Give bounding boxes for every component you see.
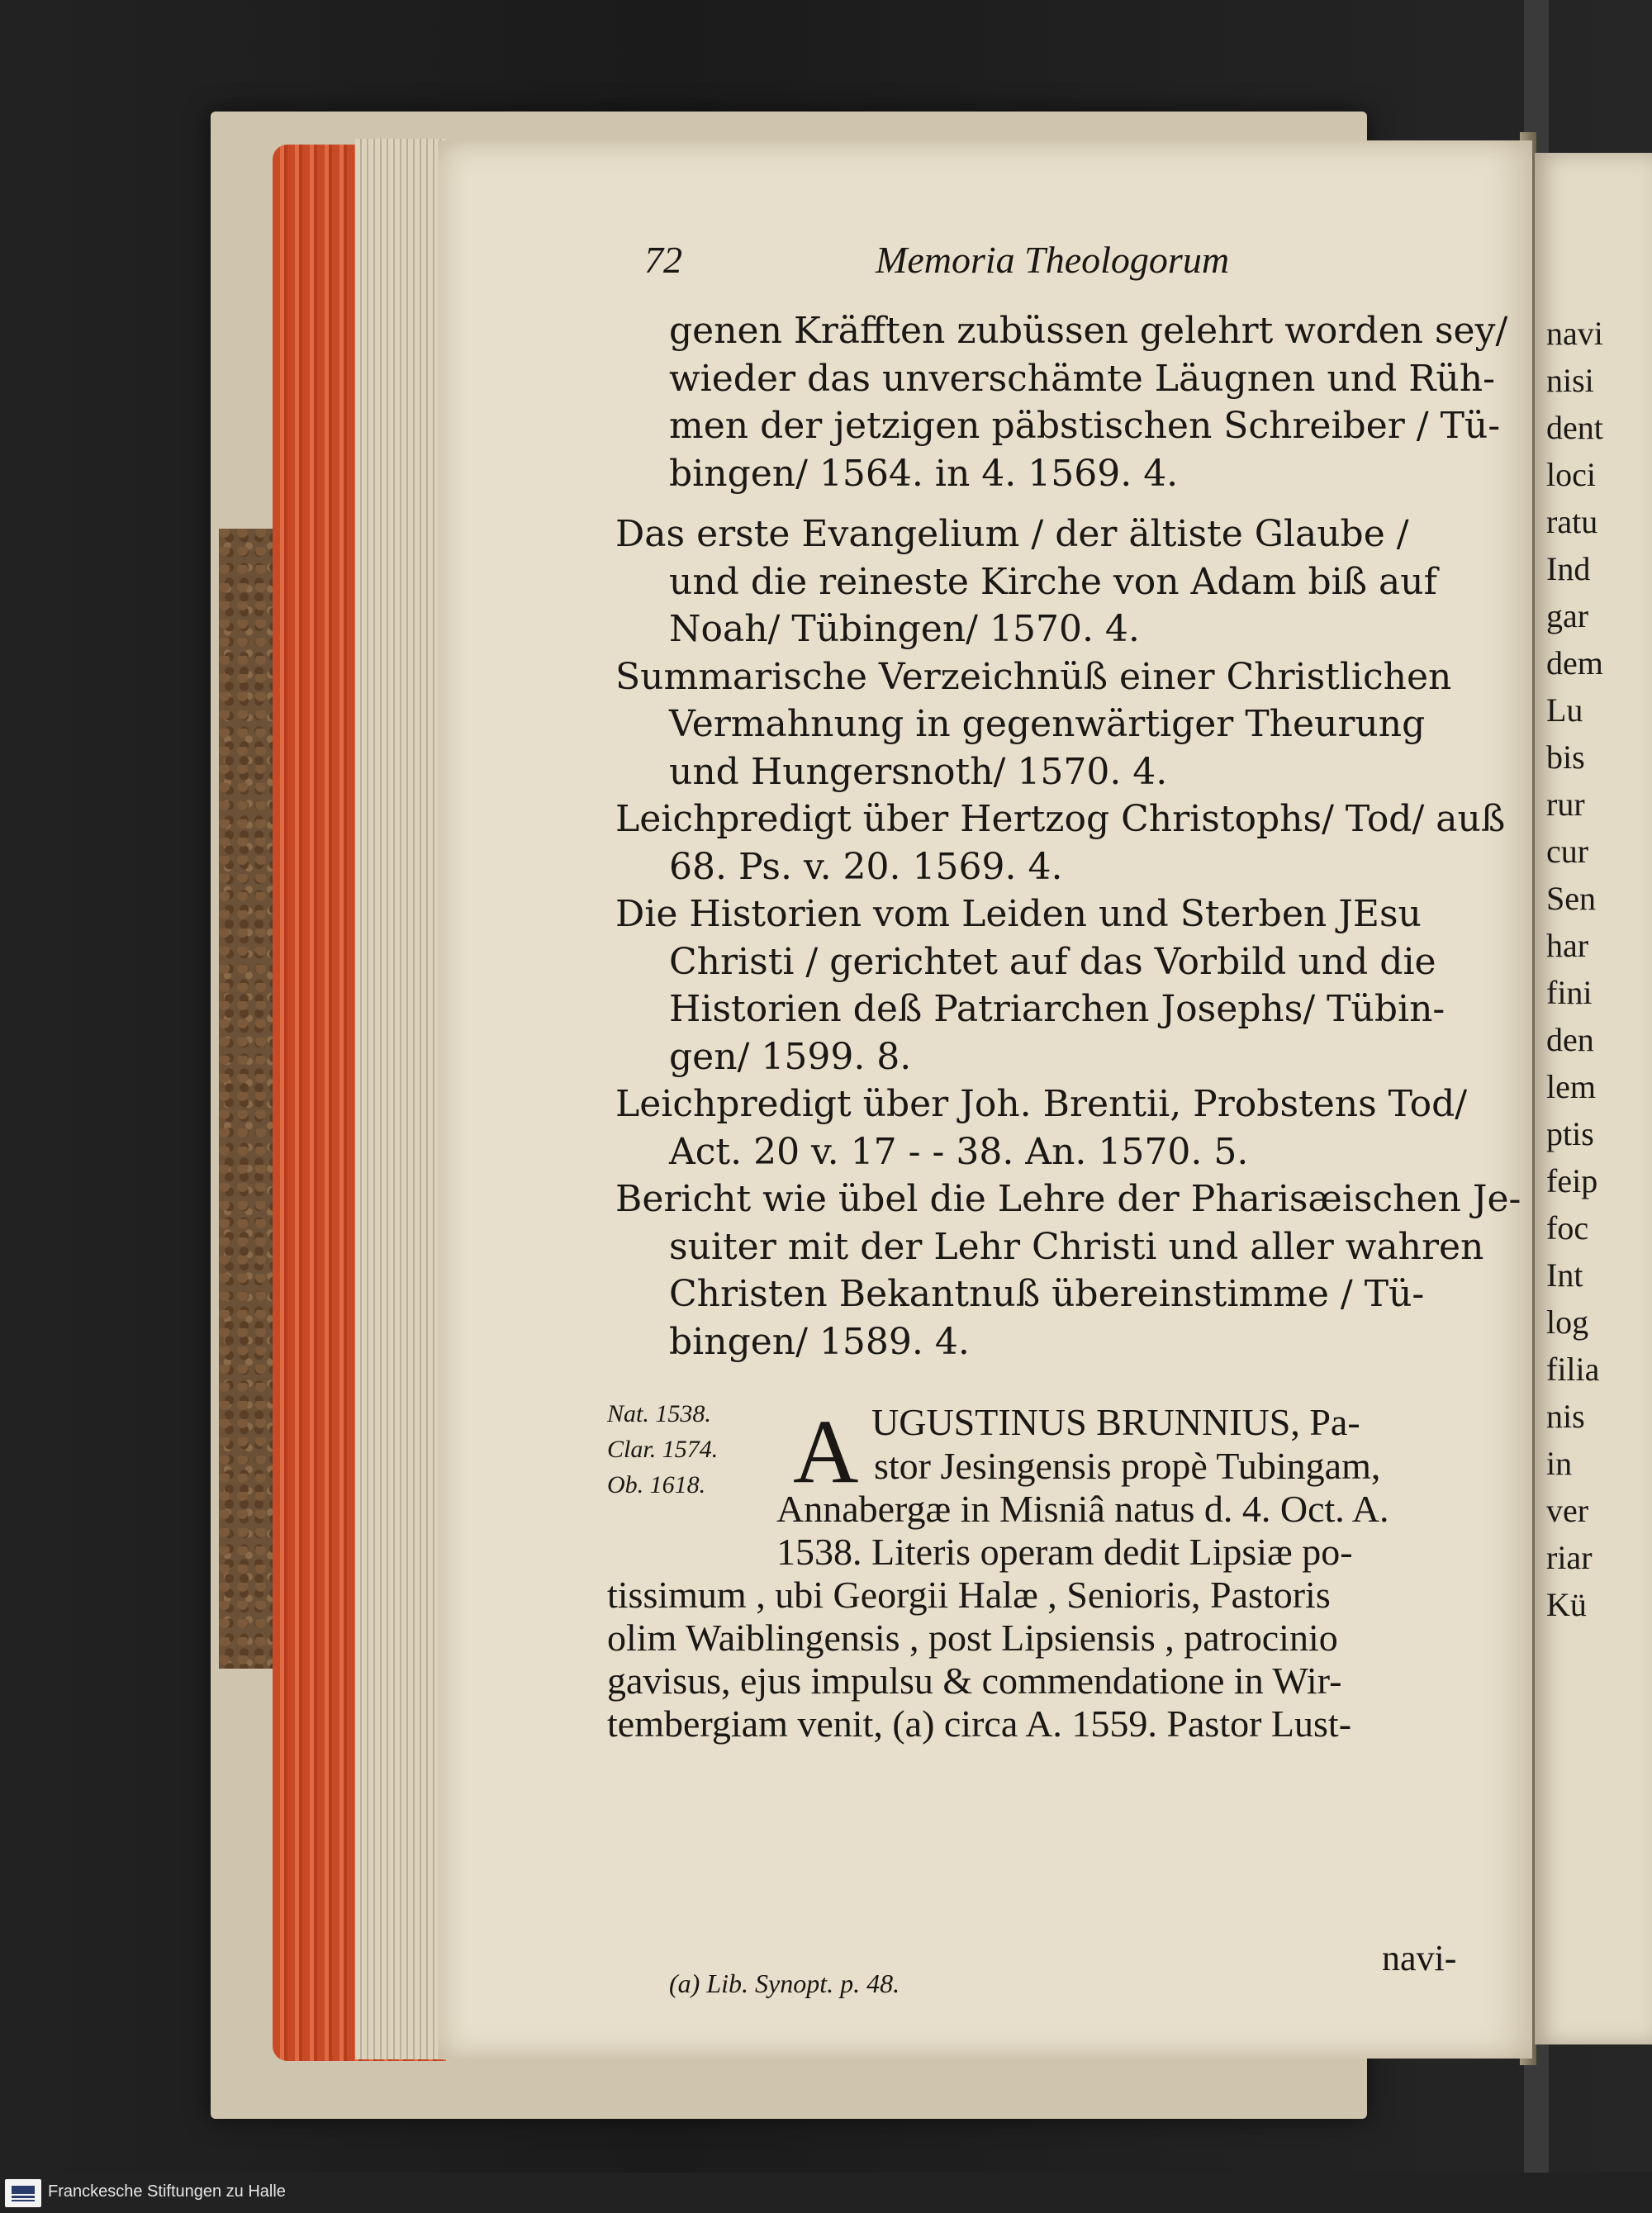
biography-line: UGUSTINUS BRUNNIUS, Pa- [871,1401,1360,1443]
facing-page-fragment: bis [1546,738,1585,776]
biography-line: tembergiam venit, (a) circa A. 1559. Pastor Lust- [607,1702,1352,1745]
facing-page-fragment: Lu [1546,691,1583,729]
facing-page-fragment: har [1546,927,1589,964]
bibliography-line: bingen/ 1589. 4. [669,1320,970,1363]
bibliography-line: Leichpredigt über Hertzog Christophs/ Tod/ auß [615,798,1506,840]
bibliography-line: Historien deß Patriarchen Josephs/ Tübin- [669,988,1446,1030]
bibliography-line: gen/ 1599. 8. [669,1035,912,1078]
facing-page-fragment: nisi [1546,362,1594,399]
facing-page-fragment: rur [1546,786,1585,823]
institution-credit: Franckesche Stiftungen zu Halle [48,2182,286,2201]
drop-cap: A [793,1401,859,1502]
biography-line: 1538. Literis operam dedit Lipsiæ po- [776,1531,1353,1573]
bibliography-line: Christi / gerichtet auf das Vorbild und die [669,940,1436,983]
facing-page-fragment: gar [1546,597,1589,634]
facing-page-fragment: filia [1546,1351,1600,1388]
facing-page-fragment: ptis [1546,1115,1594,1152]
bibliography-line: Bericht wie übel die Lehre der Pharisæischen Je- [615,1178,1521,1220]
facing-page-fragment: foc [1546,1209,1589,1247]
facing-page-fragment: dem [1546,644,1603,681]
facing-page-fragment: log [1546,1304,1589,1341]
facing-page-fragment: cur [1546,833,1589,870]
facing-page [1535,153,1652,2044]
margin-note-died: Ob. 1618. [607,1471,706,1498]
margin-note-born: Nat. 1538. [607,1400,711,1427]
facing-page-fragment: dent [1546,409,1603,446]
facing-page-fragment: lem [1546,1068,1596,1105]
bibliography-line: Christen Bekantnuß übereinstimme / Tü- [669,1273,1425,1315]
facing-page-fragment: Int [1546,1256,1583,1294]
bibliography-line: und Hungersnoth/ 1570. 4. [669,750,1168,793]
bibliography-line: Die Historien vom Leiden und Sterben JEsu [615,893,1422,935]
bibliography-line: men der jetzigen päbstischen Schreiber / Tü- [669,405,1501,447]
bibliography-line: suiter mit der Lehr Christi und aller wahren [669,1225,1484,1268]
facing-page-fragment: ratu [1546,503,1598,540]
bibliography-line: und die reineste Kirche von Adam biß auf [669,560,1437,603]
biography-line: stor Jesingensis propè Tubingam, [874,1445,1381,1487]
biography-line: tissimum , ubi Georgii Halæ , Senioris, Pastoris [607,1574,1331,1616]
facing-page-fragment: in [1546,1445,1573,1482]
biography-line: Annabergæ in Misniâ natus d. 4. Oct. A. [776,1488,1389,1530]
facing-page-fragment: Kü [1546,1586,1587,1623]
bibliography-line: wieder das unverschämte Läugnen und Rüh- [669,357,1495,400]
footnote: (a) Lib. Synopt. p. 48. [669,1968,900,1998]
bibliography-line: Leichpredigt über Joh. Brentii, Probstens Tod/ [615,1083,1468,1125]
bibliography-line: Act. 20 v. 17 - - 38. An. 1570. 5. [669,1130,1249,1173]
bibliography-line: genen Kräfften zubüssen gelehrt worden sey/ [669,310,1508,352]
marbled-spine [219,529,281,1669]
facing-page-fragment: den [1546,1021,1594,1058]
institution-logo-icon [5,2179,41,2207]
facing-page-fragment: riar [1546,1539,1593,1576]
facing-page-fragment: feip [1546,1162,1598,1199]
bibliography-line: Summarische Verzeichnüß einer Christlichen [615,655,1452,698]
catchword: navi- [1382,1938,1457,1978]
bibliography-line: bingen/ 1564. in 4. 1569. 4. [669,452,1179,495]
facing-page-fragment: nis [1546,1398,1585,1435]
footer-bar [0,2173,1652,2213]
bibliography-line: Das erste Evangelium / der ältiste Glaube / [615,513,1409,555]
margin-note-flourished: Clar. 1574. [607,1436,719,1463]
facing-page-fragment: fini [1546,974,1593,1011]
page-number: 72 [644,239,682,281]
biography-line: olim Waiblingensis , post Lipsiensis , patrocinio [607,1617,1338,1659]
facing-page-fragment: Ind [1546,550,1591,587]
bibliography-line: 68. Ps. v. 20. 1569. 4. [669,845,1063,888]
bibliography-line: Noah/ Tübingen/ 1570. 4. [669,608,1140,650]
facing-page-fragment: navi [1546,315,1603,352]
facing-page-fragment: Sen [1546,880,1596,917]
facing-page-fragment: ver [1546,1492,1589,1529]
biography-line: gavisus, ejus impulsu & commendatione in Wir- [607,1660,1342,1702]
book-page [438,140,1532,2059]
bibliography-line: Vermahnung in gegenwärtiger Theurung [669,703,1426,745]
running-head: Memoria Theologorum [876,239,1230,281]
page-block-edges [355,139,446,2059]
facing-page-fragment: loci [1546,456,1596,493]
